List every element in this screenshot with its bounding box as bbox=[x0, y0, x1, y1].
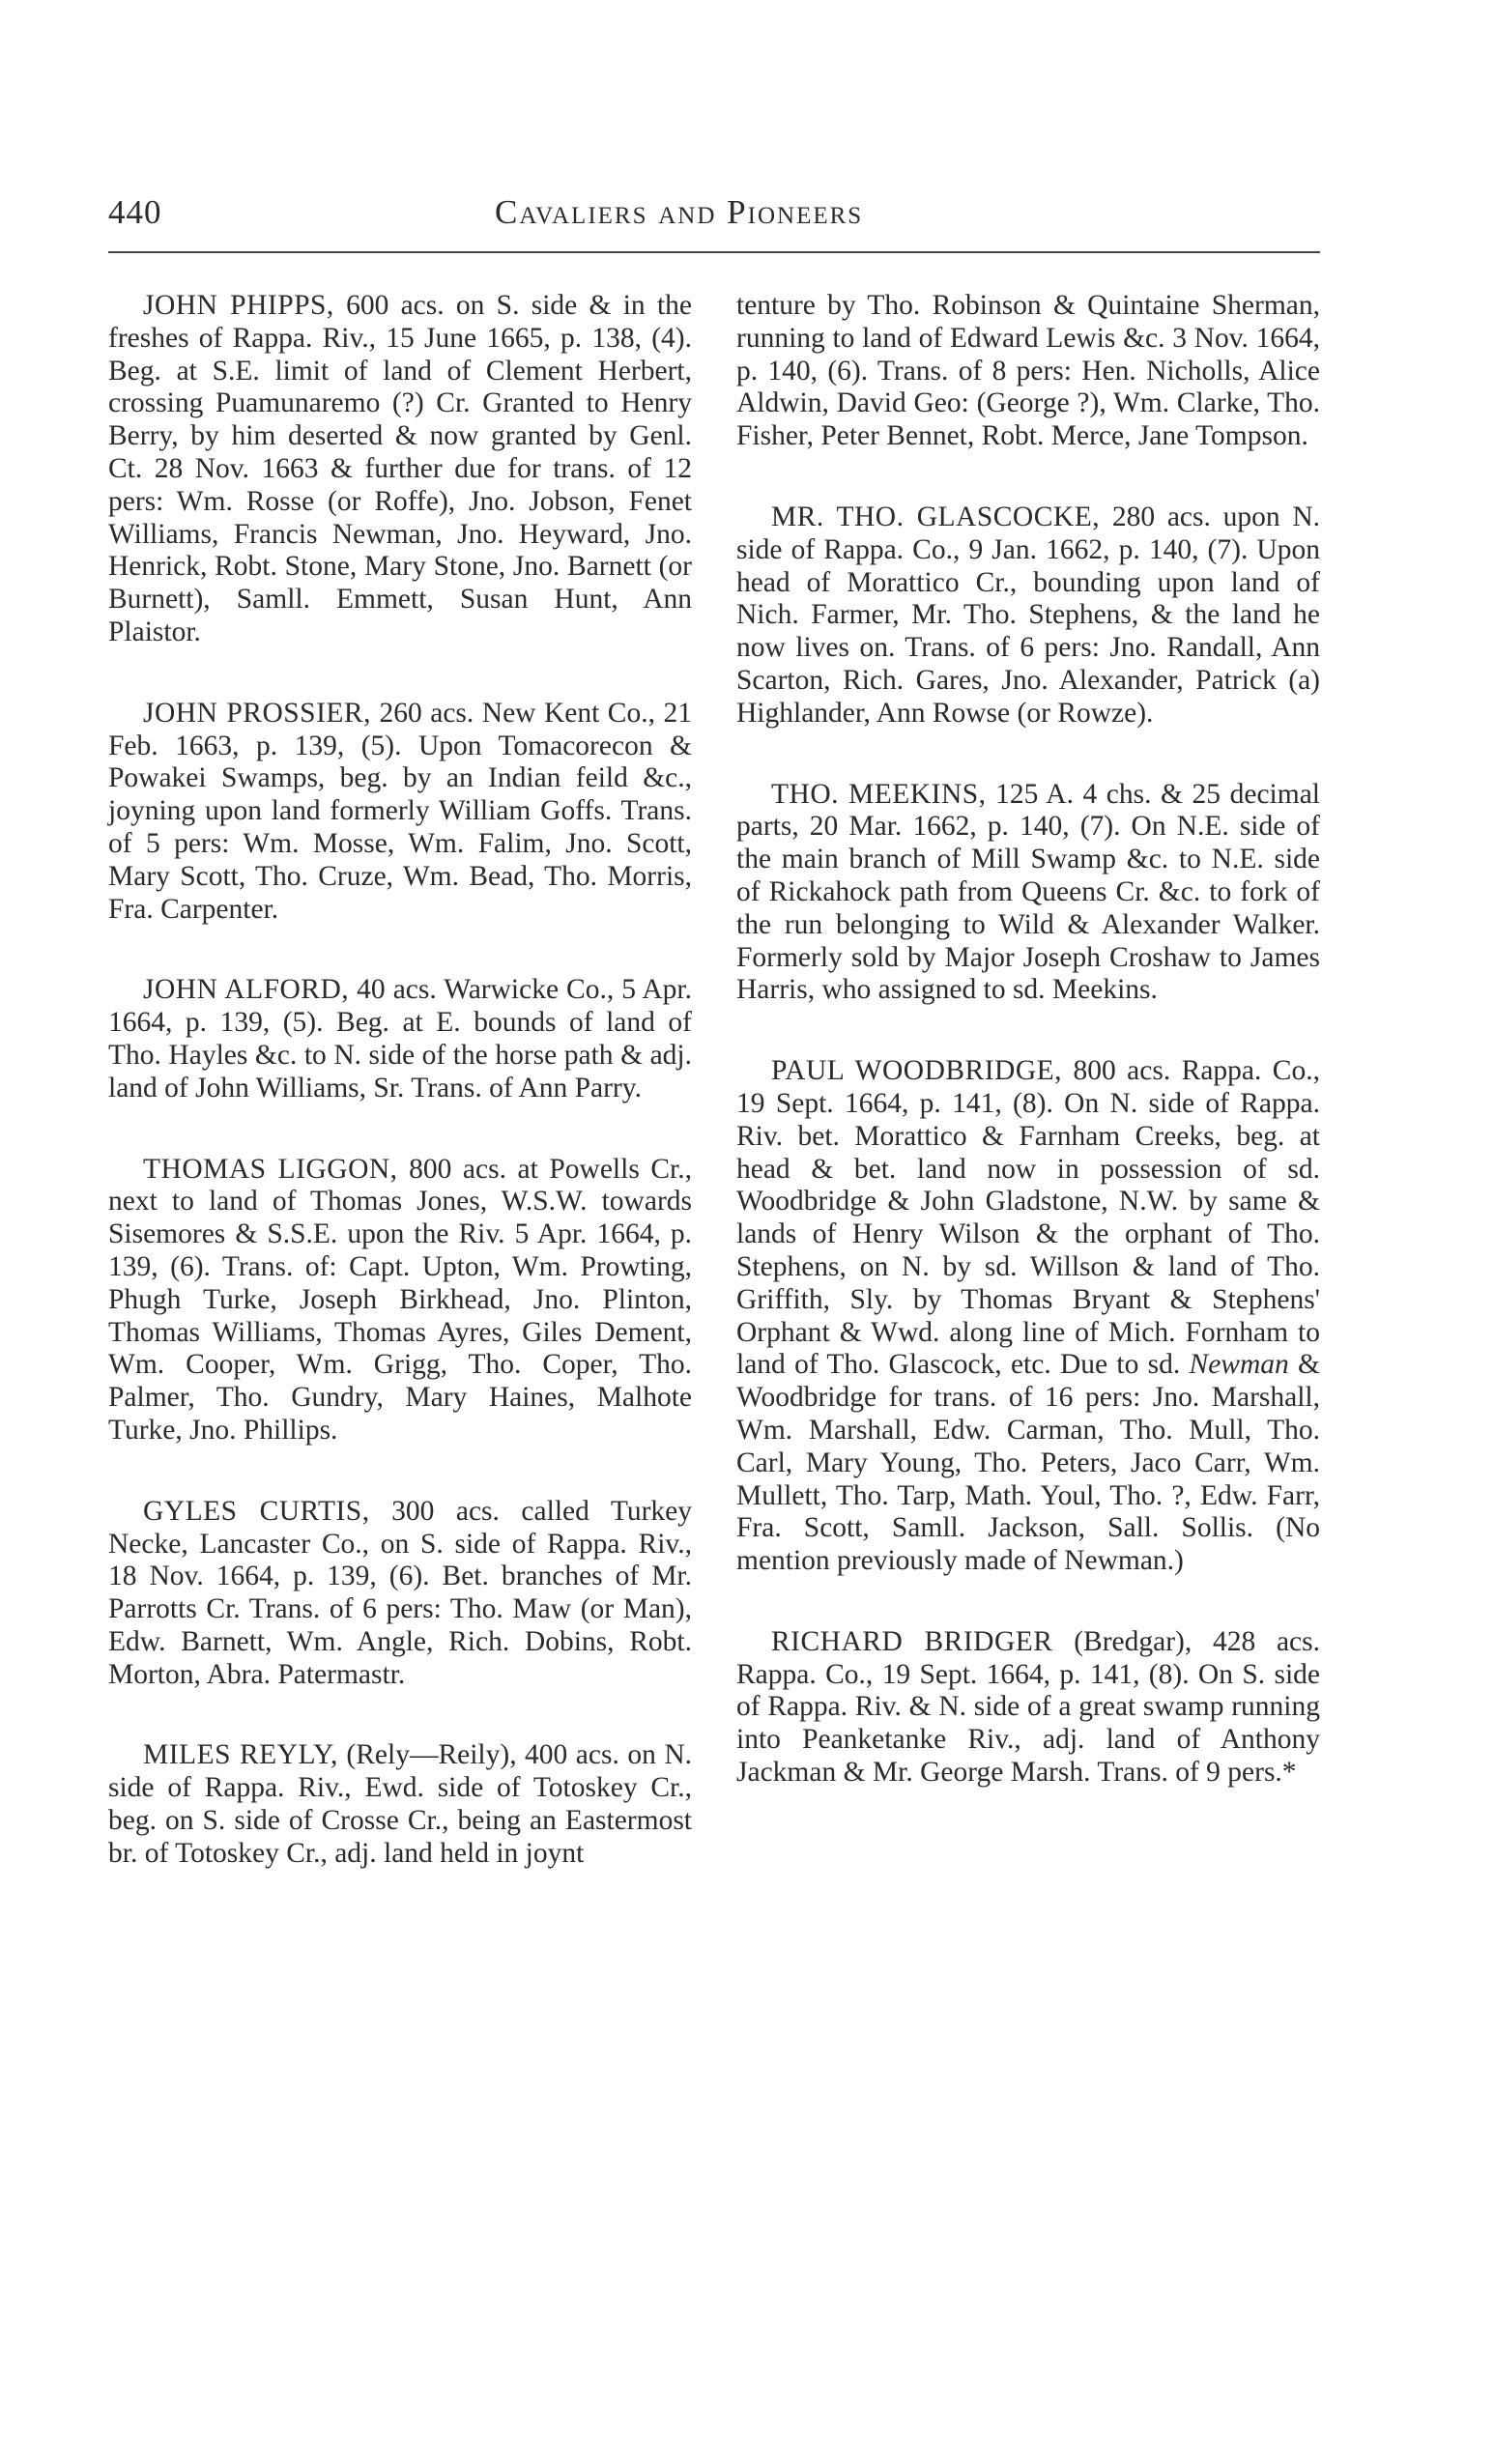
entry-text: 280 acs. upon N. side of Rappa. Co., 9 Jan. 1662, p. 140, (7). Upon head of Morattico Cr., bounding upon land of Nich. Farmer, Mr. Tho. Stephens, & the land he now lives on. Trans. of 6 pers: Jno. Randall, Ann Scarton, Rich. Gares, Jno. Alexander, Patrick (a) Highlander, Ann Rowse (or Rowze). bbox=[736, 501, 1320, 729]
entry-text: 125 A. 4 chs. & 25 decimal parts, 20 Mar. 1662, p. 140, (7). On N.E. side of the main branch of Mill Swamp &c. to N.E. side of Rickahock path from Queens Cr. &c. to fork of the run belonging to Wild & Alexander Walker. Formerly sold by Major Joseph Croshaw to James Harris, who assigned to sd. Meekins. bbox=[736, 778, 1320, 1006]
entry-john-prossier bbox=[108, 698, 692, 927]
entry-tho-glascocke bbox=[736, 501, 1320, 731]
entry-text: 40 acs. Warwicke Co., 5 Apr. 1664, p. 139, (5). Beg. at E. bounds of land of Tho. Hayles &c. to N. side of the horse path & adj. land of John Williams, Sr. Trans. of Ann Parry. bbox=[108, 974, 692, 1103]
entry-name: MILES REYLY, bbox=[143, 1739, 338, 1771]
entry-name: GYLES CURTIS, bbox=[143, 1495, 370, 1527]
entry-text: (Rely—Reily), 400 acs. on N. side of Rappa. Riv., Ewd. side of Totoskey Cr., beg. on S. side of Crosse Cr., being an Eastermost br. of Totoskey Cr., adj. land held in joynt bbox=[108, 1739, 692, 1869]
entry-miles-reyly bbox=[108, 1739, 692, 1870]
entry-tho-meekins bbox=[736, 779, 1320, 1008]
entry-thomas-liggon bbox=[108, 1154, 692, 1447]
header-rule bbox=[108, 251, 1320, 253]
entry-name: JOHN PROSSIER, bbox=[143, 697, 371, 729]
entry-text: 800 acs. Rappa. Co., 19 Sept. 1664, p. 141, (8). On N. side of Rappa. Riv. bet. Morattico & Farnham Creeks, beg. at head & bet. land now in possession of sd. Woodbridge & John Gladstone, N.W. by same & lands of Henry Wilson & the orphant of Tho. Stephens, on N. by sd. Willson & land of Tho. Griffith, Sly. by Thomas Bryant & Stephens' Orphant & Wwd. along line of Mich. Fornham to land of Tho. Glascock, etc. Due to sd. bbox=[736, 1055, 1320, 1381]
right-column bbox=[736, 290, 1320, 1838]
entry-text: 600 acs. on S. side & in the freshes of Rappa. Riv., 15 June 1665, p. 138, (4). Beg. at S.E. limit of land of Clement Herbert, crossing Puamunaremo (?) Cr. Granted to Henry Berry, by him deserted & now granted by Genl. Ct. 28 Nov. 1663 & further due for trans. of 12 pers: Wm. Rosse (or Roffe), Jno. Jobson, Fenet Williams, Francis Newman, Jno. Heyward, Jno. Henrick, Robt. Stone, Mary Stone, Jno. Barnett (or Burnett), Samll. Emmett, Susan Hunt, Ann Plaistor. bbox=[108, 290, 692, 647]
entry-name: JOHN PHIPPS, bbox=[143, 290, 334, 321]
entry-name: RICHARD BRIDGER bbox=[771, 1625, 1053, 1657]
entry-name: THOMAS LIGGON, bbox=[143, 1153, 398, 1185]
entry-text: (Bredgar), 428 acs. Rappa. Co., 19 Sept. 1664, p. 141, (8). On S. side of Rappa. Riv. & N. side of a great swamp running into Peanketanke Riv., adj. land of Anthony Jackman & Mr. George Marsh. Trans. of 9 pers.* bbox=[736, 1625, 1321, 1789]
entry-text: 260 acs. New Kent Co., 21 Feb. 1663, p. 139, (5). Upon Tomacorecon & Powakei Swamps, beg. by an Indian feild &c., joyning upon land formerly William Goffs. Trans. of 5 pers: Wm. Mosse, Wm. Falim, Jno. Scott, Mary Scott, Tho. Cruze, Wm. Bead, Tho. Morris, Fra. Carpenter. bbox=[108, 697, 692, 925]
entry-text: & Woodbridge for trans. of 16 pers: Jno. Marshall, Wm. Marshall, Edw. Carman, Tho. Mull, Tho. Carl, Mary Young, Tho. Peters, Jaco Carr, Wm. Mullett, Tho. Tarp, Math. Youl, Tho. ?, Edw. Farr, Fra. Scott, Samll. Jackson, Sall. Sollis. (No mention previously made of Newman.) bbox=[736, 1349, 1320, 1577]
entry-john-alford bbox=[108, 974, 692, 1104]
entry-richard-bridger bbox=[736, 1626, 1320, 1790]
entry-miles-reyly-continuation: tenture by Tho. Robinson & Quintaine Sherman, running to land of Edward Lewis &c. 3 Nov. 1664, p. 140, (6). Trans. of 8 pers: Hen. Nicholls, Alice Aldwin, David Geo: (George ?), Wm. Clarke, Tho. Fisher, Peter Bennet, Robt. Merce, Jane Tompson. bbox=[736, 290, 1320, 452]
entry-italic-name: Newman bbox=[1189, 1349, 1289, 1381]
running-title: Cavaliers and Pioneers bbox=[495, 193, 864, 231]
page-number: 440 bbox=[108, 193, 162, 231]
entry-name: MR. THO. GLASCOCKE, bbox=[771, 501, 1101, 532]
entry-john-phipps bbox=[108, 290, 692, 649]
entry-name: JOHN ALFORD, bbox=[143, 974, 350, 1006]
entry-name: THO. MEEKINS, bbox=[771, 778, 987, 810]
entry-gyles-curtis bbox=[108, 1496, 692, 1692]
page-header bbox=[108, 193, 1320, 251]
entry-paul-woodbridge bbox=[736, 1055, 1320, 1578]
entry-text: 300 acs. called Turkey Necke, Lancaster Co., on S. side of Rappa. Riv., 18 Nov. 1664, p. 139, (6). Bet. branches of Mr. Parrotts Cr. Trans. of 6 pers: Tho. Maw (or Man), Edw. Barnett, Wm. Angle, Rich. Dobins, Robt. Morton, Abra. Patermastr. bbox=[108, 1495, 692, 1690]
entry-name: PAUL WOODBRIDGE, bbox=[771, 1055, 1063, 1087]
entry-text: 800 acs. at Powells Cr., next to land of Thomas Jones, W.S.W. towards Sisemores & S.S.E. upon the Riv. 5 Apr. 1664, p. 139, (6). Trans. of: Capt. Upton, Wm. Prowting, Phugh Turke, Joseph Birkhead, Jno. Plinton, Thomas Williams, Thomas Ayres, Giles Dement, Wm. Cooper, Wm. Grigg, Tho. Coper, Tho. Palmer, Tho. Gundry, Mary Haines, Malhote Turke, Jno. Phillips. bbox=[108, 1153, 692, 1446]
left-column bbox=[108, 290, 692, 1919]
